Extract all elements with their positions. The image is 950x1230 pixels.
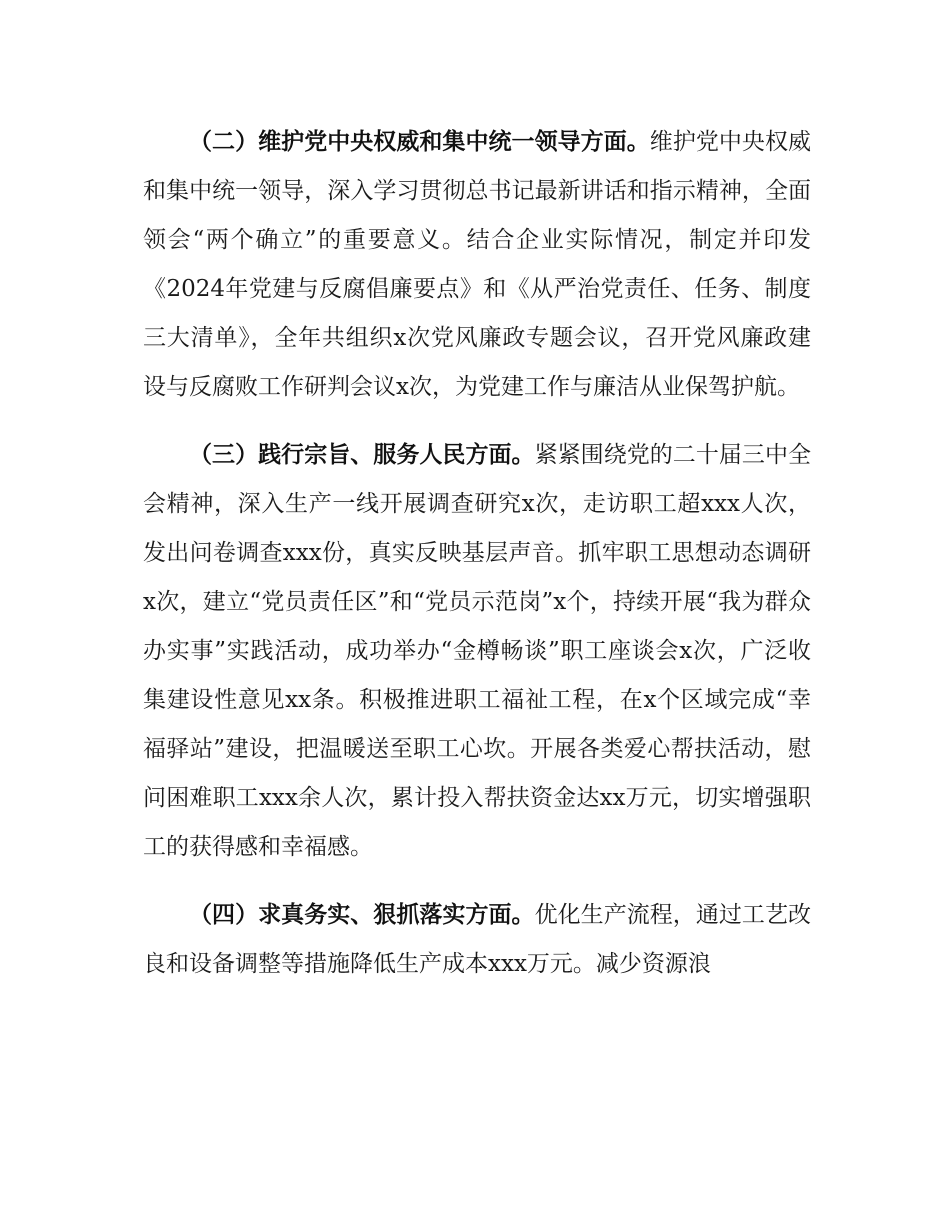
document-body [143,118,811,1008]
section-heading-4: （四）求真务实、狠抓落实方面。 [189,902,535,928]
section-text-4: 优化生产流程，通过工艺改良和设备调整等措施降低生产成本xxx万元。减少资源浪 [143,902,812,977]
section-heading-2: （二）维护党中央权威和集中统一领导方面。 [189,129,650,155]
paragraph-section-2 [143,118,811,412]
paragraph-section-3 [143,431,811,872]
section-text-2: 维护党中央权威和集中统一领导，深入学习贯彻总书记最新讲话和指示精神，全面领会“两个确立”的重要意义。结合企业实际情况，制定并印发《2024年党建与反腐倡廉要点》和《从严治党责任、任务、制度三大清单》，全年共组织x次党风廉政专题会议，召开党风廉政建设与反腐败工作研判会议x次，为党建工作与廉洁从业保驾护航。 [143,129,812,400]
section-text-3: 紧紧围绕党的二十届三中全会精神，深入生产一线开展调查研究x次，走访职工超xxx人次，发出问卷调查xxx份，真实反映基层声音。抓牢职工思想动态调研x次，建立“党员责任区”和“党员示范岗”x个，持续开展“我为群众办实事”实践活动，成功举办“金樽畅谈”职工座谈会x次，广泛收集建设性意见xx条。积极推进职工福祉工程，在x个区域完成“幸福驿站”建设，把温暖送至职工心坎。开展各类爱心帮扶活动，慰问困难职工xxx余人次，累计投入帮扶资金达xx万元，切实增强职工的获得感和幸福感。 [143,442,812,860]
paragraph-section-4 [143,891,811,989]
section-heading-3: （三）践行宗旨、服务人民方面。 [189,442,535,468]
